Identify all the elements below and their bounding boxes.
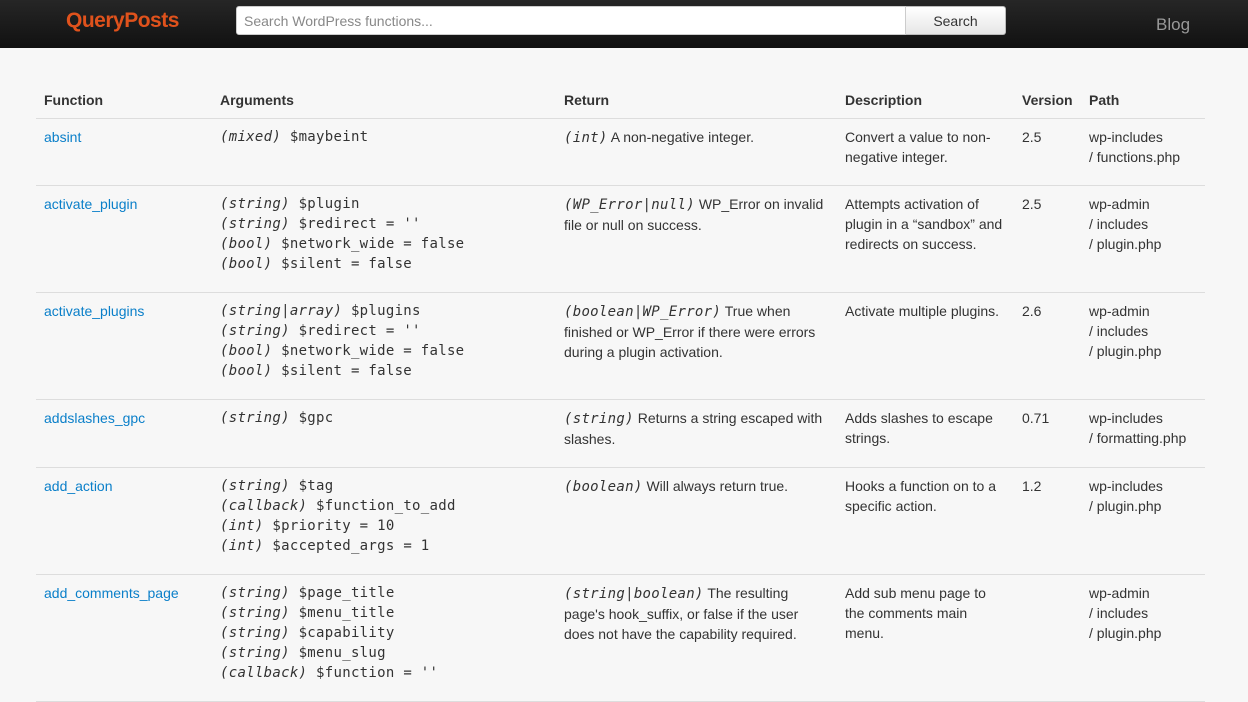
- argument-type: (bool): [220, 256, 273, 272]
- column-header-return: Return: [556, 87, 837, 119]
- arguments-cell: [212, 400, 556, 468]
- return-cell: [556, 119, 837, 186]
- return-cell: [556, 400, 837, 468]
- argument: [220, 623, 548, 643]
- argument: [220, 663, 548, 683]
- argument-name: $menu_title: [298, 605, 395, 621]
- return-cell: [556, 293, 837, 400]
- path-segment: / plugin.php: [1089, 343, 1162, 359]
- argument: [220, 496, 548, 516]
- argument-name: $accepted_args = 1: [272, 538, 430, 554]
- column-header-function: Function: [36, 87, 212, 119]
- function-cell: [36, 575, 212, 702]
- return-text: WP_Error on invalid file or null on success.: [564, 196, 824, 233]
- description-cell: Adds slashes to escape strings.: [837, 400, 1014, 468]
- argument-type: (bool): [220, 236, 273, 252]
- argument-type: (string): [220, 216, 290, 232]
- argument-name: $redirect = '': [298, 323, 421, 339]
- argument-name: $gpc: [298, 410, 334, 426]
- version-cell: 1.2: [1014, 468, 1081, 575]
- argument-type: (int): [220, 518, 264, 534]
- column-header-description: Description: [837, 87, 1014, 119]
- column-header-path: Path: [1081, 87, 1205, 119]
- return-type: (WP_Error|null): [564, 197, 695, 213]
- argument: [220, 194, 548, 214]
- version-cell: 2.5: [1014, 186, 1081, 293]
- argument-type: (string): [220, 625, 290, 641]
- column-header-version: Version: [1014, 87, 1081, 119]
- argument: [220, 476, 548, 496]
- argument-name: $maybeint: [289, 129, 369, 145]
- argument-name: $silent = false: [281, 363, 413, 379]
- path-segment: / includes: [1089, 216, 1149, 232]
- table-row: [36, 468, 1205, 575]
- argument-name: $network_wide = false: [281, 236, 465, 252]
- path-segment: / formatting.php: [1089, 430, 1187, 446]
- argument: [220, 301, 548, 321]
- function-cell: [36, 186, 212, 293]
- functions-table: [36, 87, 1205, 702]
- argument: [220, 583, 548, 603]
- table-row: [36, 400, 1205, 468]
- argument-name: $plugins: [350, 303, 421, 319]
- table-row: [36, 293, 1205, 400]
- argument-name: $network_wide = false: [281, 343, 465, 359]
- search-button[interactable]: Search: [906, 6, 1006, 35]
- return-text: Returns a string escaped with slashes.: [564, 410, 823, 447]
- path-cell: [1081, 293, 1205, 400]
- argument-type: (string): [220, 196, 290, 212]
- argument-type: (string): [220, 645, 290, 661]
- argument-name: $page_title: [298, 585, 395, 601]
- table-row: [36, 575, 1205, 702]
- argument-name: $capability: [298, 625, 395, 641]
- argument-type: (callback): [220, 665, 308, 681]
- function-cell: [36, 119, 212, 186]
- path-segment: wp-admin: [1089, 303, 1150, 319]
- function-link[interactable]: activate_plugin: [44, 196, 138, 212]
- search-form: [236, 6, 1006, 35]
- function-link[interactable]: addslashes_gpc: [44, 410, 146, 426]
- path-segment: / includes: [1089, 605, 1149, 621]
- argument-name: $function = '': [316, 665, 439, 681]
- path-cell: [1081, 119, 1205, 186]
- function-cell: [36, 400, 212, 468]
- version-cell: 0.71: [1014, 400, 1081, 468]
- description-cell: Add sub menu page to the comments main menu.: [837, 575, 1014, 702]
- search-input[interactable]: [236, 6, 906, 35]
- version-cell: 2.5: [1014, 119, 1081, 186]
- argument: [220, 127, 548, 147]
- argument: [220, 536, 548, 556]
- argument-name: $silent = false: [281, 256, 413, 272]
- argument: [220, 321, 548, 341]
- path-cell: [1081, 468, 1205, 575]
- path-segment: wp-includes: [1089, 410, 1163, 426]
- argument: [220, 214, 548, 234]
- return-text: The resulting page's hook_suffix, or false if the user does not have the capability required.: [564, 585, 799, 642]
- return-cell: [556, 575, 837, 702]
- argument-type: (callback): [220, 498, 308, 514]
- version-cell: [1014, 575, 1081, 702]
- description-cell: Activate multiple plugins.: [837, 293, 1014, 400]
- argument-type: (string): [220, 605, 290, 621]
- return-type: (boolean): [564, 479, 643, 495]
- arguments-cell: [212, 575, 556, 702]
- argument-type: (string|array): [220, 303, 343, 319]
- path-cell: [1081, 575, 1205, 702]
- argument-name: $menu_slug: [298, 645, 386, 661]
- function-link[interactable]: add_comments_page: [44, 585, 179, 601]
- function-cell: [36, 468, 212, 575]
- argument: [220, 341, 548, 361]
- argument-type: (int): [220, 538, 264, 554]
- path-segment: wp-admin: [1089, 585, 1150, 601]
- argument: [220, 254, 548, 274]
- path-segment: / plugin.php: [1089, 625, 1162, 641]
- path-cell: [1081, 400, 1205, 468]
- argument: [220, 408, 548, 428]
- table-row: [36, 119, 1205, 186]
- return-type: (string): [564, 411, 634, 427]
- argument-name: $priority = 10: [272, 518, 395, 534]
- blog-link[interactable]: Blog: [1156, 15, 1191, 34]
- argument: [220, 516, 548, 536]
- function-link[interactable]: absint: [44, 129, 82, 145]
- description-cell: Convert a value to non-negative integer.: [837, 119, 1014, 186]
- path-segment: wp-includes: [1089, 478, 1163, 494]
- argument-type: (string): [220, 478, 290, 494]
- path-segment: wp-includes: [1089, 129, 1163, 145]
- argument-type: (string): [220, 410, 290, 426]
- arguments-cell: [212, 468, 556, 575]
- argument-type: (mixed): [220, 129, 282, 145]
- description-cell: Hooks a function on to a specific action.: [837, 468, 1014, 575]
- argument: [220, 603, 548, 623]
- return-text: Will always return true.: [646, 478, 789, 494]
- version-cell: 2.6: [1014, 293, 1081, 400]
- argument-name: $plugin: [298, 196, 360, 212]
- arguments-cell: [212, 186, 556, 293]
- argument-type: (bool): [220, 363, 273, 379]
- return-cell: [556, 468, 837, 575]
- path-segment: / functions.php: [1089, 149, 1181, 165]
- path-segment: / plugin.php: [1089, 236, 1162, 252]
- argument: [220, 234, 548, 254]
- argument-name: $redirect = '': [298, 216, 421, 232]
- arguments-cell: [212, 293, 556, 400]
- argument-name: $function_to_add: [316, 498, 456, 514]
- column-header-arguments: Arguments: [212, 87, 556, 119]
- return-text: A non-negative integer.: [610, 129, 755, 145]
- argument-name: $tag: [298, 478, 334, 494]
- arguments-cell: [212, 119, 556, 186]
- path-segment: / includes: [1089, 323, 1149, 339]
- brand-logo[interactable]: QueryPosts: [66, 9, 179, 32]
- return-type: (int): [564, 130, 608, 146]
- return-type: (string|boolean): [564, 586, 704, 602]
- function-link[interactable]: activate_plugins: [44, 303, 145, 319]
- function-cell: [36, 293, 212, 400]
- return-cell: [556, 186, 837, 293]
- path-segment: wp-admin: [1089, 196, 1150, 212]
- top-navbar: [0, 0, 1248, 48]
- argument: [220, 643, 548, 663]
- return-type: (boolean|WP_Error): [564, 304, 722, 320]
- argument: [220, 361, 548, 381]
- table-row: [36, 186, 1205, 293]
- argument-type: (string): [220, 323, 290, 339]
- argument-type: (string): [220, 585, 290, 601]
- argument-type: (bool): [220, 343, 273, 359]
- function-link[interactable]: add_action: [44, 478, 113, 494]
- path-cell: [1081, 186, 1205, 293]
- return-text: True when finished or WP_Error if there were errors during a plugin activation.: [564, 303, 816, 360]
- path-segment: / plugin.php: [1089, 498, 1162, 514]
- description-cell: Attempts activation of plugin in a “sandbox” and redirects on success.: [837, 186, 1014, 293]
